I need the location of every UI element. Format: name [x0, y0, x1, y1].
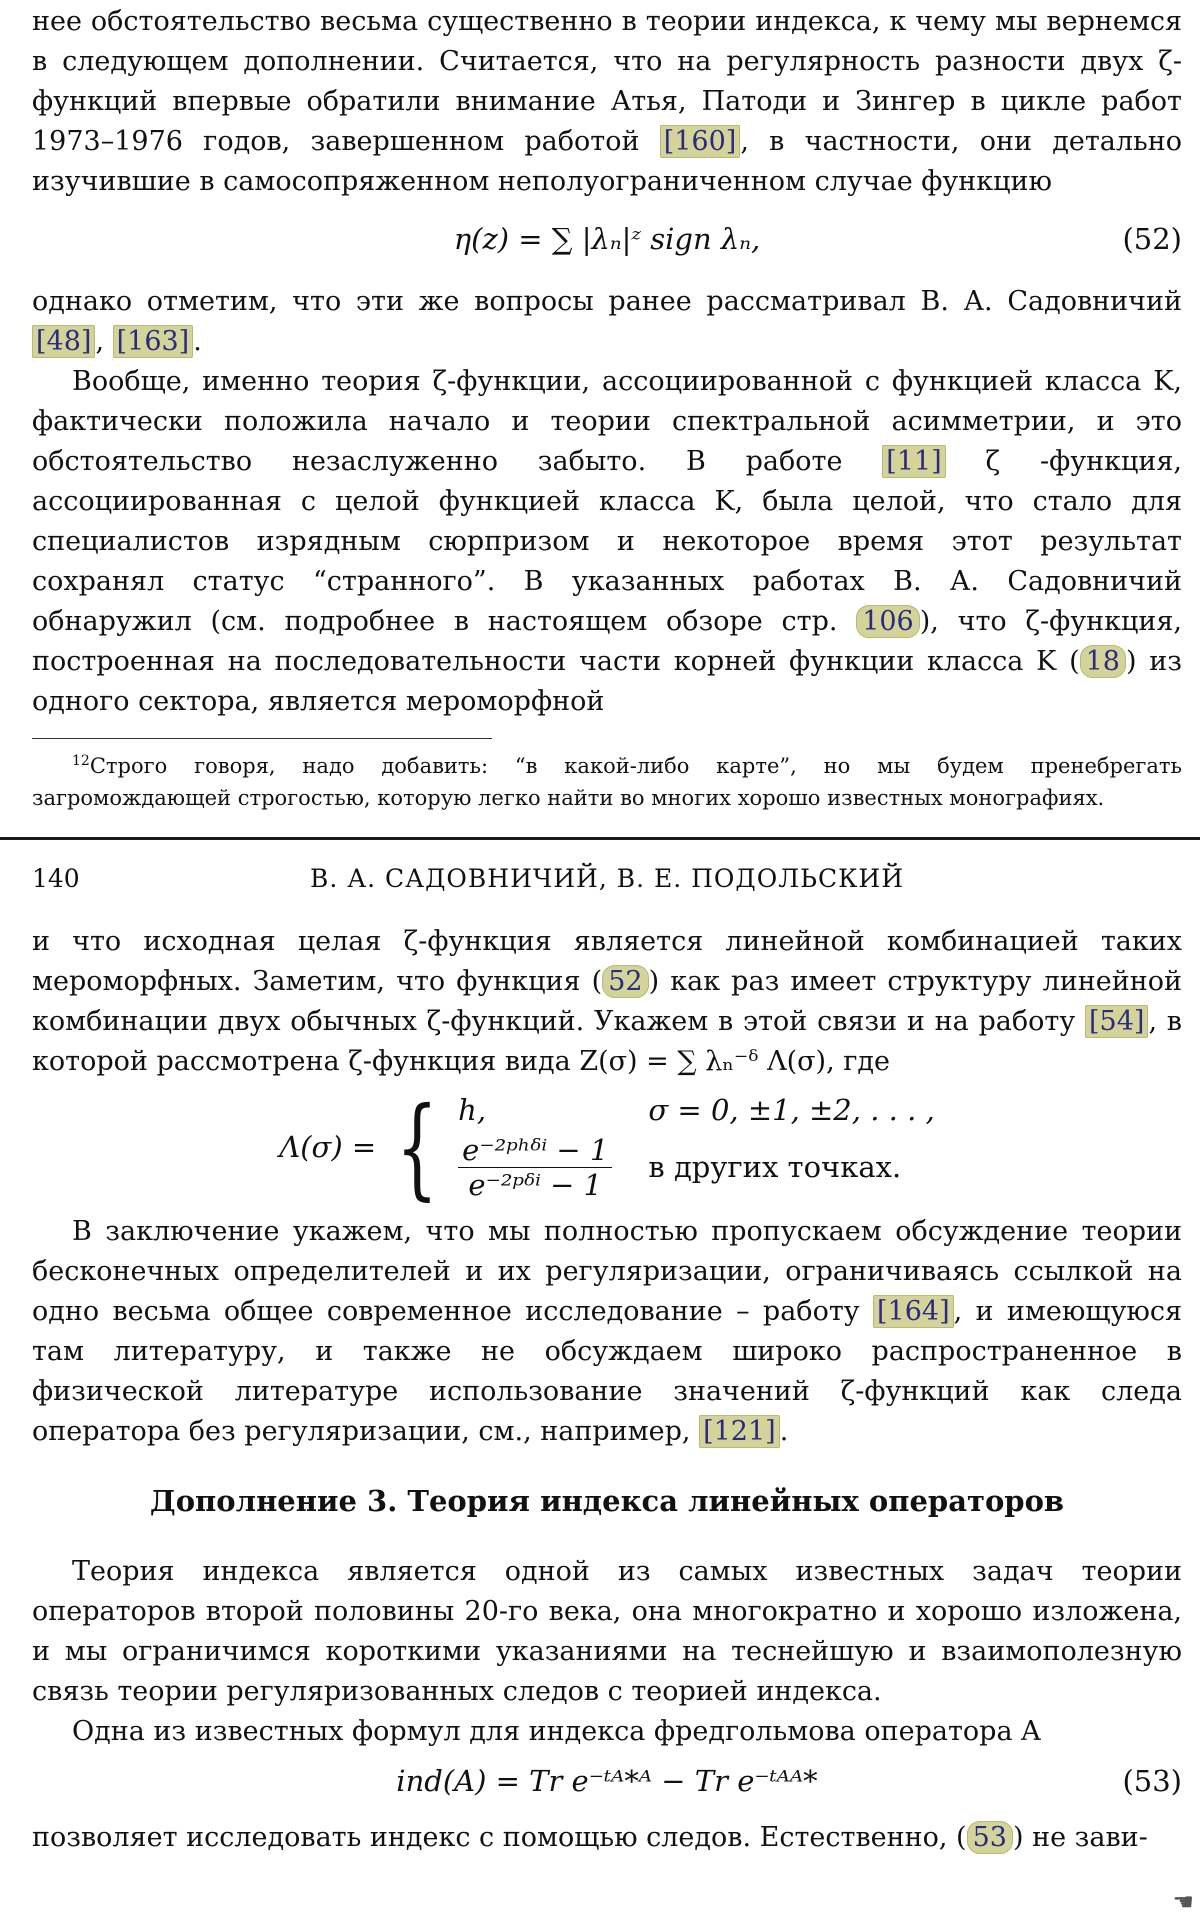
- footnote: $^{12}$Строго говоря, надо добавить: “в какой-либо карте”, но мы будем пренебрегать загромождающей строгостью, которую легко найти во многих хорошо известных монографиях.: [32, 753, 1182, 810]
- citation-link[interactable]: [11]: [882, 445, 945, 478]
- citation-link[interactable]: [121]: [699, 1415, 780, 1448]
- paragraph: однако отметим, что эти же вопросы ранее рассматривал В. А. Садовничий [48] , [163] .: [32, 286, 1182, 357]
- equation-link[interactable]: 53: [967, 1821, 1013, 1854]
- paragraph: В заключение укажем, что мы полностью пропускаем обсуждение теории бесконечных определителей и их регуляризации, ограничиваясь ссылкой на одно весьма общее современное исследование – работу [164] , и имеющуюся там литературу, и также не обсуждаем широко распространенное в физической литературе использование значений ζ-функций как следа оператора без регуляризации, см., например, [121] .: [32, 1216, 1183, 1447]
- paragraph: позволяет исследовать индекс с помощью следов. Естественно, ( 53 ) не зави-: [32, 1822, 1148, 1853]
- equation-number: (52): [1122, 222, 1182, 256]
- footnote-mark: 12: [72, 753, 90, 769]
- case2-denominator: e⁻²ᵖᵟⁱ − 1: [468, 1167, 603, 1202]
- piecewise-lhs: Λ(σ) =: [279, 1130, 377, 1164]
- paragraph: Теория индекса является одной из самых известных задач теории операторов второй половины 20-го века, она многократно и хорошо изложена, и мы ограничимся короткими указаниями на теснейшую и взаимополезную связь теории регуляризованных следов с теорией индекса.: [32, 1556, 1182, 1707]
- footnote-rule: [32, 738, 492, 739]
- cases: [458, 1093, 935, 1202]
- paragraph: и что исходная целая ζ-функция является линейной комбинацией таких мероморфных. Заметим, что функция ( 52 ) как раз имеет структуру линейной комбинации двух обычных ζ-функций. Укажем в этой связи и на работу [54] , в которой рассмотрена ζ-функция вида Z(σ) = ∑ λₙ⁻ᵟ Λ(σ), где: [32, 926, 1182, 1077]
- piecewise-formula: [32, 1082, 1182, 1212]
- equation-number: (53): [1122, 1764, 1182, 1798]
- bottom-page: [32, 922, 1182, 1858]
- citation-link[interactable]: [54]: [1085, 1005, 1148, 1038]
- paragraph: нее обстоятельство весьма существенно в теории индекса, к чему мы вернемся в следующем дополнении. Считается, что на регулярность разности двух ζ-функций впервые обратили внимание Атья, Патоди и Зингер в цикле работ 1973–1976 годов, завершенном работой [160] , в частности, они детально изучившие в самосопряженном неполуограниченном случае функцию: [32, 6, 1182, 197]
- equation-53: [32, 1752, 1182, 1818]
- citation-link[interactable]: [163]: [113, 325, 194, 358]
- equation-body: η(z) = ∑ |λₙ|ᶻ sign λₙ,: [453, 222, 761, 256]
- paragraph: Одна из известных формул для индекса фредгольмова оператора A: [72, 1716, 1041, 1747]
- citation-link[interactable]: [160]: [660, 125, 741, 158]
- equation-link[interactable]: 18: [1080, 645, 1126, 678]
- case2-fraction: [458, 1133, 612, 1202]
- case1-condition: σ = 0, ±1, ±2, . . . ,: [648, 1092, 935, 1127]
- top-page: [32, 2, 1182, 814]
- citation-link[interactable]: [164]: [873, 1295, 954, 1328]
- case2-condition: в других точках.: [648, 1150, 902, 1184]
- equation-link[interactable]: 52: [602, 965, 648, 998]
- page-link[interactable]: 106: [856, 605, 920, 638]
- page-divider: [0, 837, 1200, 840]
- equation-body: ind(A) = Tr e⁻ᵗᴬ*ᴬ − Tr e⁻ᵗᴬᴬ*: [396, 1764, 818, 1798]
- page-number: 140: [32, 864, 80, 893]
- equation-52: [32, 202, 1182, 282]
- hand-cursor-icon: ☚: [1172, 1888, 1194, 1916]
- running-authors: В. А. САДОВНИЧИЙ, В. Е. ПОДОЛЬСКИЙ: [309, 864, 905, 893]
- section-heading: Дополнение 3. Теория индекса линейных операторов: [149, 1484, 1065, 1518]
- citation-link[interactable]: [48]: [32, 325, 95, 358]
- paragraph: Вообще, именно теория ζ-функции, ассоциированной с функцией класса K, фактически положила начало и теории спектральной асимметрии, и это обстоятельство незаслуженно забыто. В работе [11] ζ -функция, ассоциированная с целой функцией класса K, была целой, что стало для специалистов изрядным сюрпризом и некоторое время этот результат сохранял статус “странного”. В указанных работах В. А. Садовничий обнаружил (см. подробнее в настоящем обзоре стр. 106 ), что ζ-функция, построенная на последовательности части корней функции класса K ( 18 ) из одного сектора, является мероморфной: [32, 366, 1182, 717]
- left-brace: {: [396, 1083, 439, 1211]
- running-header: [32, 864, 1182, 898]
- case1-value: h,: [458, 1092, 487, 1127]
- case2-numerator: e⁻²ᵖʰᵟⁱ − 1: [458, 1133, 612, 1168]
